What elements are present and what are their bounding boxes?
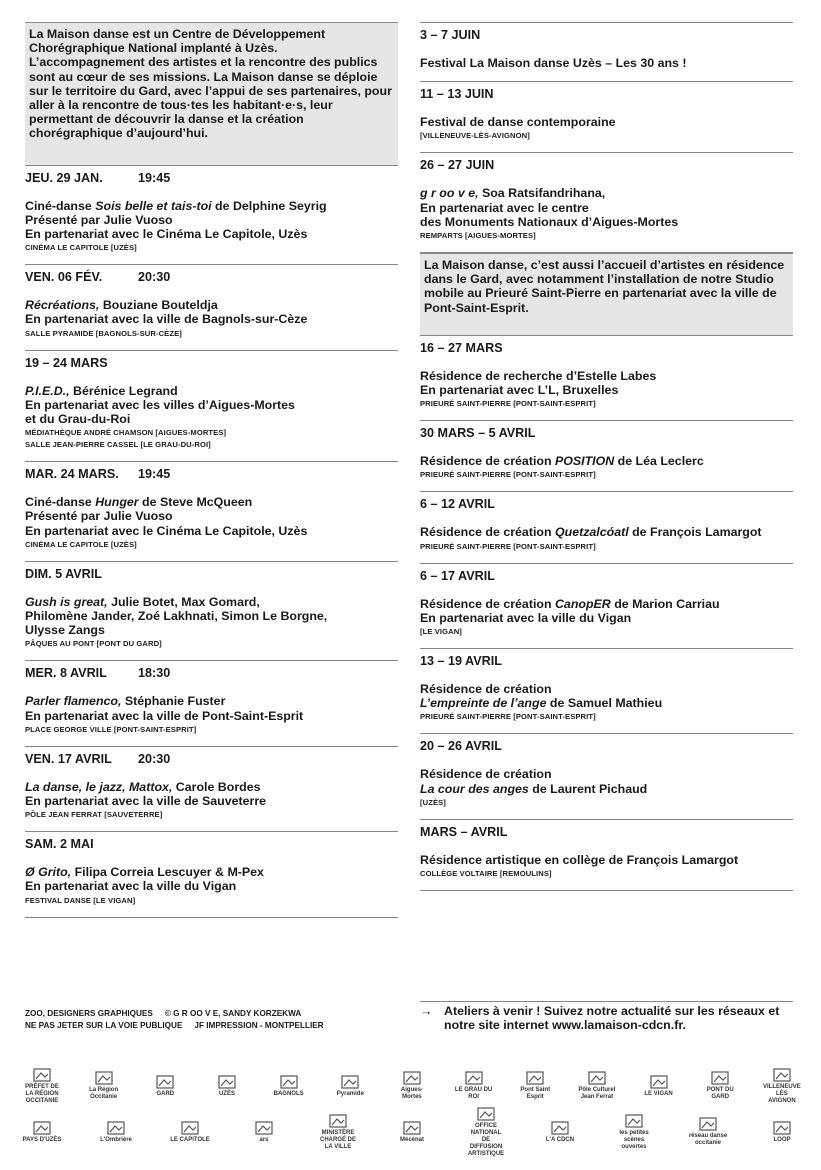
event-line bbox=[25, 384, 398, 398]
logo-mark-icon bbox=[107, 1121, 125, 1135]
event-text: de Léa Leclerc bbox=[614, 454, 704, 469]
event-text: Carole Bordes bbox=[172, 779, 261, 794]
event-venue: PLACE GEORGE VILLE [PONT-SAINT-ESPRIT] bbox=[25, 724, 197, 734]
event-description bbox=[420, 115, 793, 141]
event-date-row bbox=[420, 825, 793, 840]
logo-mark-icon bbox=[403, 1071, 421, 1085]
partner-logo bbox=[577, 1069, 617, 1103]
event-line bbox=[420, 201, 793, 215]
event-text: Bérénice Legrand bbox=[69, 383, 178, 398]
logo-label: PAYS D'UZÈS bbox=[22, 1136, 62, 1143]
event-title: Parler flamenco, bbox=[25, 694, 122, 709]
logo-label: GARD bbox=[156, 1090, 175, 1097]
partner-logo bbox=[84, 1069, 124, 1103]
credit-notice: NE PAS JETER SUR LA VOIE PUBLIQUE bbox=[25, 1021, 183, 1030]
event-description bbox=[25, 780, 398, 820]
event-line bbox=[420, 853, 793, 867]
logo-label: La Région Occitanie bbox=[89, 1087, 119, 1100]
event-venue: PÂQUES AU PONT [PONT DU GARD] bbox=[25, 639, 162, 649]
event-date-row bbox=[420, 739, 793, 754]
event-date-row bbox=[420, 654, 793, 669]
event-line bbox=[25, 312, 398, 326]
event-text: des Monuments Nationaux d’Aigues-Mortes bbox=[420, 214, 679, 229]
credit-photo: © G R OO V E, SANDY KORZEKWA bbox=[164, 1009, 302, 1018]
event-text: Présenté par Julie Vuoso bbox=[25, 509, 173, 524]
event-text: de François Lamargot bbox=[628, 525, 762, 540]
event-date-row bbox=[420, 569, 793, 584]
event-date: 19 – 24 MARS bbox=[25, 355, 108, 370]
credit-printer: JF IMPRESSION - MONTPELLIER bbox=[194, 1021, 324, 1030]
event-date: VEN. 17 AVRIL bbox=[25, 751, 112, 766]
logo-mark-icon bbox=[255, 1121, 273, 1135]
event-venue: PRIEURÉ SAINT-PIERRE [PONT-SAINT-ESPRIT] bbox=[420, 712, 596, 722]
event-date: JEU. 29 JAN. bbox=[25, 170, 103, 185]
logo-mark-icon bbox=[526, 1071, 544, 1085]
event-venue: PRIEURÉ SAINT-PIERRE [PONT-SAINT-ESPRIT] bbox=[420, 470, 596, 480]
event-text: En partenariat avec la ville du Vigan bbox=[420, 610, 632, 625]
event-time: 20:30 bbox=[138, 751, 171, 766]
event-title: L’empreinte de l’ange bbox=[420, 696, 547, 711]
event-venue: PRIEURÉ SAINT-PIERRE [PONT-SAINT-ESPRIT] bbox=[420, 541, 596, 551]
event-line bbox=[420, 597, 793, 611]
logo-label: LOOP bbox=[773, 1136, 791, 1143]
logo-mark-icon bbox=[33, 1121, 51, 1135]
event-text: En partenariat avec la ville de Pont-Saint-Esprit bbox=[25, 708, 304, 723]
logo-row bbox=[22, 1066, 802, 1106]
event-line bbox=[25, 865, 398, 879]
event-item bbox=[25, 351, 398, 463]
logo-label: Pôle Culturel Jean Ferrat bbox=[578, 1087, 616, 1100]
right-column bbox=[420, 22, 793, 891]
event-line bbox=[25, 780, 398, 794]
logo-label: L'Ombrière bbox=[100, 1136, 132, 1143]
event-date-row bbox=[25, 171, 398, 186]
event-venue: [VILLENEUVE-LÈS-AVIGNON] bbox=[420, 131, 530, 141]
event-venue: COLLÈGE VOLTAIRE [REMOULINS] bbox=[420, 869, 552, 879]
event-line bbox=[420, 611, 793, 625]
event-item bbox=[25, 832, 398, 917]
event-time: 20:30 bbox=[138, 270, 171, 285]
event-date: 11 – 13 JUIN bbox=[420, 87, 494, 102]
event-line bbox=[420, 383, 793, 397]
event-description bbox=[25, 199, 398, 254]
event-line bbox=[25, 609, 398, 623]
event-text: Julie Botet, Max Gomard, bbox=[107, 594, 260, 609]
event-title: g r oo v e, bbox=[420, 186, 479, 201]
event-line bbox=[420, 682, 793, 696]
partner-logo bbox=[170, 1115, 210, 1149]
event-line bbox=[25, 495, 398, 509]
logo-mark-icon bbox=[477, 1107, 495, 1121]
logo-label: Aigues-Mortes bbox=[400, 1087, 423, 1100]
event-venue: [LE VIGAN] bbox=[420, 627, 462, 637]
event-date-row bbox=[420, 426, 793, 441]
event-item bbox=[420, 421, 793, 492]
event-text: En partenariat avec le Cinéma Le Capitole, Uzès bbox=[25, 523, 308, 538]
event-text: Bouziane Bouteldja bbox=[99, 298, 218, 313]
event-description bbox=[420, 56, 793, 70]
logo-mark-icon bbox=[329, 1114, 347, 1128]
event-line bbox=[25, 298, 398, 312]
event-date: MAR. 24 MARS. bbox=[25, 467, 119, 482]
event-venue: REMPARTS [AIGUES-MORTES] bbox=[420, 231, 536, 241]
ateliers-text: Ateliers à venir ! Suivez notre actualité sur les réseaux et notre site internet www.lamaison-cdcn.fr. bbox=[444, 1004, 780, 1033]
event-line bbox=[25, 412, 398, 426]
intro-text: La Maison danse est un Centre de Développement Chorégraphique National implanté à Uzès. L’accompagnement des artistes et la rencontre des publics sont au cœur de ses missions. La Maison danse se déploie sur le territoire du Gard, avec l’appui de ses partenaires, pour aller à la rencontre de tous·tes les habitant·e·s, leur permettant de découvrir la danse et la création chorégraphique d’aujourd’hui. bbox=[25, 22, 398, 166]
event-line bbox=[420, 56, 793, 70]
event-title: Gush is great, bbox=[25, 594, 108, 609]
event-date-row bbox=[420, 28, 793, 43]
logo-label: MINISTÈRE CHARGÉ DE LA VILLE bbox=[319, 1129, 356, 1150]
event-item bbox=[420, 82, 793, 153]
event-description bbox=[420, 186, 793, 241]
event-date: VEN. 06 FÉV. bbox=[25, 270, 103, 285]
event-item bbox=[420, 153, 793, 253]
event-description bbox=[25, 298, 398, 338]
logo-label: PRÉFET DE LA RÉGION OCCITANIE bbox=[25, 1083, 59, 1104]
logo-mark-icon bbox=[341, 1075, 359, 1089]
event-line bbox=[420, 454, 793, 468]
event-venue: FESTIVAL DANSE [LE VIGAN] bbox=[25, 895, 136, 905]
logo-label: LE CAPITOLE bbox=[170, 1136, 210, 1143]
event-text: Festival La Maison danse Uzès – Les 30 ans ! bbox=[420, 56, 687, 70]
right-event-list-top bbox=[420, 22, 793, 253]
event-text: Résidence artistique en collège de François Lamargot bbox=[420, 852, 739, 867]
logo-mark-icon bbox=[280, 1075, 298, 1089]
event-text: Résidence de création bbox=[420, 525, 555, 540]
event-venue: PÔLE JEAN FERRAT [SAUVETERRE] bbox=[25, 810, 163, 820]
partner-logo bbox=[515, 1069, 555, 1103]
event-venue: SALLE JEAN-PIERRE CASSEL [LE GRAU-DU-ROI] bbox=[25, 440, 211, 450]
event-date: 3 – 7 JUIN bbox=[420, 28, 481, 42]
event-date-row bbox=[420, 158, 793, 173]
event-description bbox=[420, 369, 793, 409]
logo-label: LE GRAU DU ROI bbox=[454, 1087, 493, 1100]
partner-logo bbox=[145, 1069, 185, 1103]
event-date-row bbox=[25, 752, 398, 767]
event-text: de Steve McQueen bbox=[138, 495, 253, 510]
partner-logo bbox=[22, 1115, 62, 1149]
event-line bbox=[420, 186, 793, 200]
event-line bbox=[420, 696, 793, 710]
left-column bbox=[25, 22, 398, 918]
event-date-row bbox=[25, 567, 398, 582]
event-description bbox=[420, 597, 793, 637]
logo-label: Mécénat bbox=[399, 1136, 424, 1143]
event-text: Philomène Jander, Zoé Lakhnati, Simon Le Borgne, bbox=[25, 609, 328, 624]
event-line bbox=[420, 767, 793, 781]
logo-row bbox=[22, 1112, 802, 1157]
event-item bbox=[25, 462, 398, 562]
logo-mark-icon bbox=[588, 1071, 606, 1085]
event-text: Filipa Correia Lescuyer & M-Pex bbox=[71, 865, 264, 880]
event-text: Présenté par Julie Vuoso bbox=[25, 212, 173, 227]
logo-mark-icon bbox=[95, 1071, 113, 1085]
event-title: La danse, le jazz, Mattox, bbox=[25, 779, 173, 794]
event-line bbox=[25, 794, 398, 808]
event-venue: PRIEURÉ SAINT-PIERRE [PONT-SAINT-ESPRIT] bbox=[420, 399, 596, 409]
logo-label: ars bbox=[259, 1136, 269, 1143]
event-date: 16 – 27 MARS bbox=[420, 340, 503, 355]
event-line bbox=[420, 525, 793, 539]
event-item bbox=[420, 22, 793, 82]
event-text: Résidence de création bbox=[420, 454, 555, 469]
event-text: Ulysse Zangs bbox=[25, 623, 105, 638]
event-description bbox=[420, 525, 793, 551]
event-text: Résidence de création bbox=[420, 596, 555, 611]
event-venue: CINÉMA LE CAPITOLE [UZÈS] bbox=[25, 243, 137, 253]
event-text: En partenariat avec la ville de Sauveterre bbox=[25, 794, 267, 809]
event-text: En partenariat avec la ville du Vigan bbox=[25, 879, 237, 894]
logo-label: L'A CDCN bbox=[545, 1136, 575, 1143]
event-title: POSITION bbox=[554, 454, 615, 469]
logo-label: UZÈS bbox=[218, 1090, 235, 1097]
logo-mark-icon bbox=[218, 1075, 236, 1089]
partner-logo bbox=[22, 1069, 62, 1103]
event-text: de Marion Carriau bbox=[610, 596, 720, 611]
event-date-row bbox=[25, 467, 398, 482]
event-date-row bbox=[25, 270, 398, 285]
event-date: 6 – 17 AVRIL bbox=[420, 568, 495, 583]
event-line bbox=[25, 595, 398, 609]
logo-mark-icon bbox=[465, 1071, 483, 1085]
event-item bbox=[420, 734, 793, 819]
event-line bbox=[25, 509, 398, 523]
event-date: MARS – AVRIL bbox=[420, 824, 508, 839]
event-description bbox=[25, 595, 398, 650]
partner-logos bbox=[22, 1066, 802, 1158]
event-description bbox=[420, 853, 793, 879]
logo-mark-icon bbox=[625, 1114, 643, 1128]
event-item bbox=[420, 492, 793, 563]
event-line bbox=[420, 115, 793, 129]
event-venue: [UZÈS] bbox=[420, 797, 446, 807]
logo-label: OFFICE NATIONAL DE DIFFUSION ARTISTIQUE bbox=[467, 1122, 505, 1157]
event-line bbox=[25, 213, 398, 227]
left-event-list bbox=[25, 166, 398, 918]
partner-logo bbox=[244, 1115, 284, 1149]
event-line bbox=[25, 524, 398, 538]
event-text: et du Grau-du-Roi bbox=[25, 412, 131, 427]
event-item bbox=[25, 747, 398, 832]
partner-logo bbox=[330, 1069, 370, 1103]
event-item bbox=[25, 166, 398, 266]
logo-mark-icon bbox=[156, 1075, 174, 1089]
event-date: 26 – 27 JUIN bbox=[420, 158, 495, 173]
partner-logo bbox=[700, 1069, 740, 1103]
event-text: de Delphine Seyrig bbox=[211, 198, 327, 213]
residence-intro: La Maison danse, c’est aussi l’accueil d’artistes en résidence dans le Gard, avec notamment l’installation de notre Studio mobile au Prieuré Saint-Pierre en partenariat avec la ville de Pont-Saint-Esprit. bbox=[420, 253, 793, 336]
partner-logo bbox=[96, 1115, 136, 1149]
event-date: 6 – 12 AVRIL bbox=[420, 497, 495, 512]
event-date-row bbox=[25, 666, 398, 681]
partner-logo bbox=[540, 1115, 580, 1149]
event-description bbox=[25, 865, 398, 905]
event-item bbox=[420, 649, 793, 734]
logo-mark-icon bbox=[699, 1117, 717, 1131]
arrow-right-icon: → bbox=[420, 1004, 433, 1018]
event-date: SAM. 2 MAI bbox=[25, 837, 94, 852]
partner-logo bbox=[688, 1115, 728, 1149]
event-text: Résidence de création bbox=[420, 682, 552, 697]
event-description bbox=[25, 495, 398, 550]
event-date-row bbox=[420, 87, 793, 102]
ateliers-note bbox=[420, 1001, 793, 1032]
event-item bbox=[420, 336, 793, 421]
event-description bbox=[25, 384, 398, 451]
logo-label: Pyramide bbox=[336, 1090, 364, 1097]
event-text: Soa Ratsifandrihana, bbox=[478, 186, 606, 201]
event-text: En partenariat avec le centre bbox=[420, 200, 589, 215]
event-date: MER. 8 AVRIL bbox=[25, 666, 107, 681]
event-date-row bbox=[25, 356, 398, 371]
event-text: Résidence de création bbox=[420, 767, 552, 782]
event-text: de Samuel Mathieu bbox=[546, 696, 663, 711]
event-venue: CINÉMA LE CAPITOLE [UZÈS] bbox=[25, 539, 137, 549]
event-title: La cour des anges bbox=[420, 781, 529, 796]
logo-label: Pont Saint Esprit bbox=[520, 1087, 551, 1100]
event-date-row bbox=[420, 341, 793, 356]
event-venue: MÉDIATHÈQUE ANDRÉ CHAMSON [AIGUES-MORTES] bbox=[25, 428, 227, 438]
logo-mark-icon bbox=[181, 1121, 199, 1135]
event-text: Résidence de recherche d’Estelle Labes bbox=[420, 368, 657, 383]
event-venue: SALLE PYRAMIDE [BAGNOLS-SUR-CÈZE] bbox=[25, 328, 182, 338]
event-title: Récréations, bbox=[25, 298, 100, 313]
logo-mark-icon bbox=[773, 1121, 791, 1135]
event-item bbox=[25, 661, 398, 746]
right-event-list-bottom bbox=[420, 336, 793, 891]
event-title: Ø Grito, bbox=[25, 865, 72, 880]
event-text: En partenariat avec le Cinéma Le Capitole, Uzès bbox=[25, 227, 308, 242]
logo-mark-icon bbox=[711, 1071, 729, 1085]
partner-logo bbox=[466, 1115, 506, 1157]
event-text: En partenariat avec les villes d’Aigues-Mortes bbox=[25, 397, 295, 412]
event-date: 30 MARS – 5 AVRIL bbox=[420, 426, 536, 441]
event-line bbox=[420, 782, 793, 796]
event-item bbox=[420, 564, 793, 649]
logo-label: réseau danse occitanie bbox=[688, 1133, 728, 1146]
logo-label: les petites scènes ouvertes bbox=[619, 1129, 649, 1150]
credit-designers: ZOO, DESIGNERS GRAPHIQUES bbox=[25, 1009, 153, 1018]
logo-label: BAGNOLS bbox=[273, 1090, 304, 1097]
event-line bbox=[25, 709, 398, 723]
event-date: 20 – 26 AVRIL bbox=[420, 739, 502, 754]
logo-mark-icon bbox=[403, 1121, 421, 1135]
event-line bbox=[25, 227, 398, 241]
partner-logo bbox=[392, 1069, 432, 1103]
event-line bbox=[25, 199, 398, 213]
event-line bbox=[420, 369, 793, 383]
event-text: Ciné-danse bbox=[25, 495, 96, 510]
event-time: 18:30 bbox=[138, 666, 171, 681]
partner-logo bbox=[318, 1115, 358, 1149]
credits bbox=[25, 1008, 385, 1032]
event-title: Hunger bbox=[95, 495, 139, 510]
logo-mark-icon bbox=[33, 1068, 51, 1082]
event-title: Quetzalcóatl bbox=[554, 525, 629, 540]
logo-mark-icon bbox=[650, 1075, 668, 1089]
event-description bbox=[420, 454, 793, 480]
event-text: En partenariat avec L’L, Bruxelles bbox=[420, 383, 619, 398]
logo-mark-icon bbox=[773, 1068, 791, 1082]
partner-logo bbox=[392, 1115, 432, 1149]
event-line bbox=[25, 398, 398, 412]
partner-logo bbox=[639, 1069, 679, 1103]
event-date-row bbox=[25, 837, 398, 852]
event-item bbox=[25, 562, 398, 662]
event-description bbox=[420, 682, 793, 722]
event-text: En partenariat avec la ville de Bagnols-sur-Cèze bbox=[25, 312, 308, 327]
partner-logo bbox=[762, 1115, 802, 1149]
event-line bbox=[420, 215, 793, 229]
logo-label: VILLENEUVE LÈS AVIGNON bbox=[763, 1083, 801, 1104]
logo-mark-icon bbox=[551, 1121, 569, 1135]
event-text: Stéphanie Fuster bbox=[121, 694, 226, 709]
event-line bbox=[25, 694, 398, 708]
partner-logo bbox=[207, 1069, 247, 1103]
event-title: P.I.E.D., bbox=[25, 383, 70, 398]
logo-label: PONT DU GARD bbox=[706, 1087, 734, 1100]
event-line bbox=[25, 623, 398, 637]
event-date-row bbox=[420, 497, 793, 512]
partner-logo bbox=[762, 1069, 802, 1103]
event-text: de Laurent Pichaud bbox=[528, 781, 648, 796]
event-text: Festival de danse contemporaine bbox=[420, 115, 616, 130]
event-date: 13 – 19 AVRIL bbox=[420, 654, 502, 669]
partner-logo bbox=[454, 1069, 494, 1103]
partner-logo bbox=[269, 1069, 309, 1103]
logo-label: LE VIGAN bbox=[644, 1090, 673, 1097]
event-line bbox=[25, 879, 398, 893]
event-time: 19:45 bbox=[138, 467, 171, 482]
event-item bbox=[420, 820, 793, 891]
event-title: CanopER bbox=[554, 596, 611, 611]
event-description bbox=[420, 767, 793, 807]
event-date: DIM. 5 AVRIL bbox=[25, 566, 102, 581]
event-time: 19:45 bbox=[138, 170, 171, 185]
event-item bbox=[25, 265, 398, 350]
partner-logo bbox=[614, 1115, 654, 1149]
event-title: Sois belle et tais-toi bbox=[95, 198, 212, 213]
event-text: Ciné-danse bbox=[25, 198, 96, 213]
event-description bbox=[25, 694, 398, 734]
